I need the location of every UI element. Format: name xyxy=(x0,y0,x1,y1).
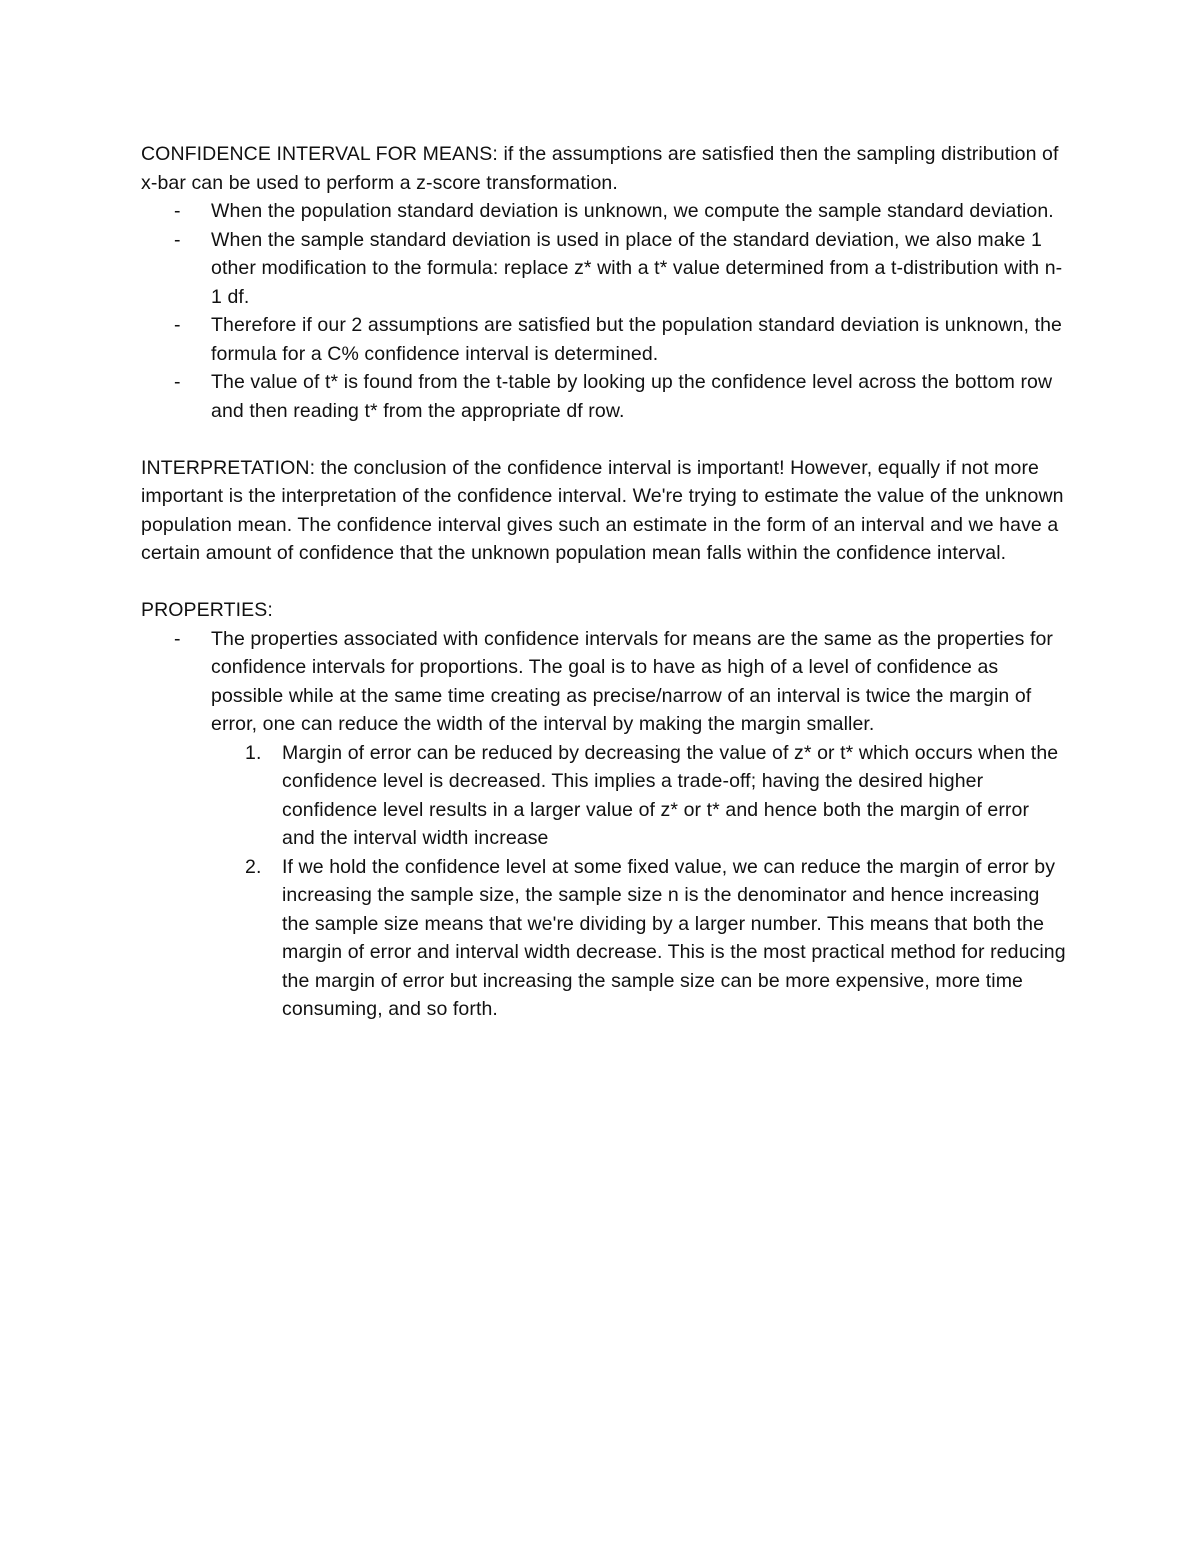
number-marker: 2. xyxy=(245,855,262,878)
bullet-item-2 xyxy=(141,226,1066,312)
document-page xyxy=(141,140,1066,1024)
bullet-text: Therefore if our 2 assumptions are satisfied but the population standard deviation is unknown, the formula for a C% confidence interval is determined. xyxy=(211,314,1062,365)
paragraph-spacer xyxy=(141,425,1066,454)
properties-heading: PROPERTIES: xyxy=(141,599,273,621)
bullet-marker: - xyxy=(174,371,181,393)
properties-numbered-list xyxy=(211,739,1066,1024)
bullet-item-1 xyxy=(141,197,1066,226)
properties-bullet-list xyxy=(141,625,1066,1024)
bullet-marker: - xyxy=(174,228,181,251)
bullet-marker: - xyxy=(174,314,181,336)
confidence-interval-intro: CONFIDENCE INTERVAL FOR MEANS: if the assumptions are satisfied then the sampling distribution of x-bar can be used to perform a z-score transformation. xyxy=(141,143,1059,194)
bullet-marker: - xyxy=(174,627,181,650)
bullet-text: The value of t* is found from the t-table by looking up the confidence level across the bottom row and then reading t* from the appropriate df row. xyxy=(211,371,1053,422)
numbered-item-1 xyxy=(211,739,1066,853)
number-marker: 1. xyxy=(245,741,262,764)
properties-bullet-item xyxy=(141,625,1066,1024)
bullet-item-4 xyxy=(141,368,1066,425)
bullet-text: When the sample standard deviation is used in place of the standard deviation, we also make 1 other modification to the formula: replace z* with a t* value determined from a t-distribution with n-1 df. xyxy=(211,228,1063,308)
numbered-item-2 xyxy=(211,853,1066,1024)
confidence-interval-bullet-list xyxy=(141,197,1066,425)
paragraph-spacer xyxy=(141,568,1066,597)
bullet-item-3 xyxy=(141,311,1066,368)
bullet-text: When the population standard deviation is unknown, we compute the sample standard deviation. xyxy=(211,200,1054,222)
interpretation-paragraph: INTERPRETATION: the conclusion of the confidence interval is important! However, equally if not more important is the interpretation of the confidence interval. We're trying to estimate the value of the unknown population mean. The confidence interval gives such an estimate in the form of an interval and we have a certain amount of confidence that the unknown population mean falls within the confidence interval. xyxy=(141,456,1064,564)
numbered-text: If we hold the confidence level at some fixed value, we can reduce the margin of error by increasing the sample size, the sample size n is the denominator and hence increasing the sample size means that we're dividing by a larger number. This means that both the margin of error and interval width decrease. This is the most practical method for reducing the margin of error but increasing the sample size can be more expensive, more time consuming, and so forth. xyxy=(282,855,1066,1020)
bullet-marker: - xyxy=(174,200,181,222)
numbered-text: Margin of error can be reduced by decreasing the value of z* or t* which occurs when the confidence level is decreased. This implies a trade-off; having the desired higher confidence level results in a larger value of z* or t* and hence both the margin of error and the interval width increase xyxy=(282,741,1059,849)
bullet-text: The properties associated with confidence intervals for means are the same as the properties for confidence intervals for proportions. The goal is to have as high of a level of confidence as possible while at the same time creating as precise/narrow of an interval is twice the margin of error, one can reduce the width of the interval by making the margin smaller. xyxy=(211,627,1054,735)
